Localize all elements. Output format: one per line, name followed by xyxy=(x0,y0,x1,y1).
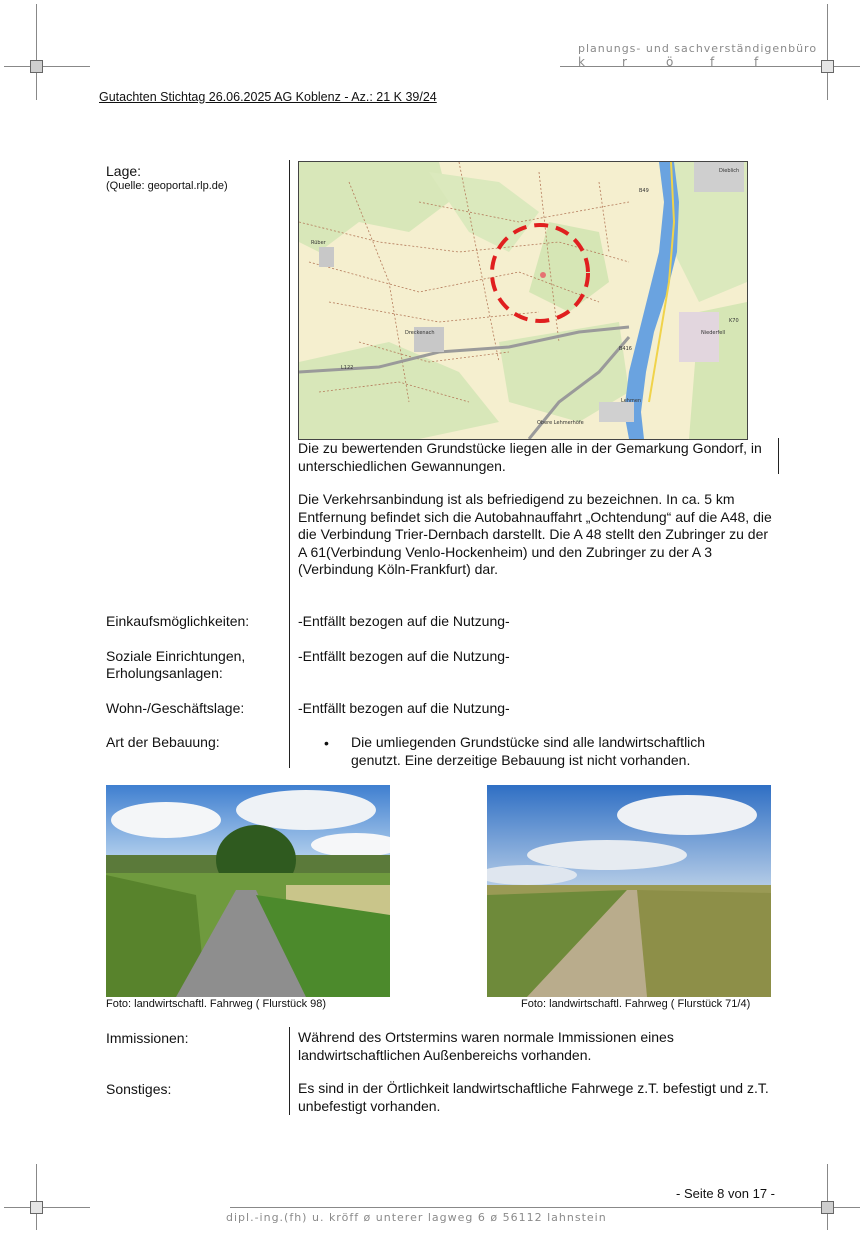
right-margin-bar xyxy=(778,438,779,474)
photo-caption-right: Foto: landwirtschaftl. Fahrweg ( Flurstück 71/4) xyxy=(521,998,751,1010)
column-divider xyxy=(289,160,290,768)
brand-letter-3: ö xyxy=(666,55,674,69)
brand-letter-5: f xyxy=(754,55,759,69)
soziale-value: -Entfällt bezogen auf die Nutzung- xyxy=(298,648,510,664)
wohnlage-label: Wohn-/Geschäftslage: xyxy=(106,700,245,716)
registration-box-top-right xyxy=(821,60,834,73)
map-label-b416: B416 xyxy=(619,346,632,352)
photo-fahrweg-flurstueck-71-4 xyxy=(487,785,771,997)
brand-line-1: planungs- und sachverständigenbüro xyxy=(578,42,818,55)
document-header: Gutachten Stichtag 26.06.2025 AG Koblenz - Az.: 21 K 39/24 xyxy=(99,90,437,104)
photo-caption-left: Foto: landwirtschaftl. Fahrweg ( Flurstück 98) xyxy=(106,998,327,1010)
soziale-label: Soziale Einrichtungen, Erholungsanlagen: xyxy=(106,648,246,681)
map-label-dieblich: Dieblich xyxy=(719,168,740,174)
map-label-rueber: Rüber xyxy=(311,240,326,246)
immissionen-label: Immissionen: xyxy=(106,1030,189,1046)
registration-box-top-left xyxy=(30,60,43,73)
crop-mark-top-left xyxy=(4,66,90,67)
map-label-niederfell: Niederfell xyxy=(701,330,726,336)
map-label-b49: B49 xyxy=(639,188,649,194)
lage-paragraph-1: Die zu bewertenden Grundstücke liegen alle in der Gemarkung Gondorf, in unterschiedlichen Gewannungen. xyxy=(298,440,762,474)
brand-letter-1: k xyxy=(578,55,585,69)
photo-fahrweg-flurstueck-98 xyxy=(106,785,390,997)
einkauf-value: -Entfällt bezogen auf die Nutzung- xyxy=(298,613,510,629)
registration-box-bottom-right xyxy=(821,1201,834,1214)
bebauung-bullet-text: Die umliegenden Grundstücke sind alle landwirtschaftlich genutzt. Eine derzeitige Bebauung ist nicht vorhanden. xyxy=(351,734,706,768)
photo-left-graphic xyxy=(106,785,390,997)
crop-mark-bottom-left-v xyxy=(36,1164,37,1230)
crop-mark-top-right-v xyxy=(827,4,828,100)
map-graphic xyxy=(299,162,747,439)
immissionen-value: Während des Ortstermins waren normale Immissionen eines landwirtschaftlichen Außenbereichs vorhanden. xyxy=(298,1029,674,1063)
column-divider-lower xyxy=(289,1027,290,1115)
map-label-k70: K70 xyxy=(729,318,739,324)
bebauung-bullet-marker: • xyxy=(324,735,329,751)
crop-mark-bottom-left xyxy=(4,1207,90,1208)
einkauf-label: Einkaufsmöglichkeiten: xyxy=(106,613,250,629)
lage-paragraph-2: Die Verkehrsanbindung ist als befriedigend zu bezeichnen. In ca. 5 km Entfernung befindet sich die Autobahnauffahrt „Ochtendung“ auf die A48, die die Verbindung Trier-Dernbach darstellt. Die A 48 stellt den Zubringer zu der A 61(Verbindung Venlo-Hockenheim) und den Zubringer zu der A 3 (Verbindung Köln-Frankfurt) dar. xyxy=(298,491,772,577)
photo-right-graphic xyxy=(487,785,771,997)
map-label-obere-lehmerhoefe: Obere Lehmerhöfe xyxy=(537,420,584,426)
brand-letter-2: r xyxy=(622,55,627,69)
page-number: - Seite 8 von 17 - xyxy=(676,1186,775,1201)
map-label-l122: L122 xyxy=(341,365,354,371)
crop-mark-bottom-right xyxy=(230,1207,860,1208)
bebauung-label: Art der Bebauung: xyxy=(106,734,220,750)
brand-line-2 xyxy=(578,55,798,69)
wohnlage-value: -Entfällt bezogen auf die Nutzung- xyxy=(298,700,510,716)
registration-box-bottom-left xyxy=(30,1201,43,1214)
brand-letter-4: f xyxy=(710,55,715,69)
lage-label: Lage: xyxy=(106,163,142,179)
map-label-dreckenach: Dreckenach xyxy=(405,330,435,336)
location-map xyxy=(298,161,748,440)
sonstiges-label: Sonstiges: xyxy=(106,1081,172,1097)
footer-address: dipl.-ing.(fh) u. kröff ø unterer lagweg 6 ø 56112 lahnstein xyxy=(226,1211,607,1224)
crop-mark-top-left-v xyxy=(36,4,37,100)
map-label-lehmen: Lehmen xyxy=(621,398,642,404)
sonstiges-value: Es sind in der Örtlichkeit landwirtschaftliche Fahrwege z.T. befestigt und z.T. unbefestigt vorhanden. xyxy=(298,1080,769,1114)
crop-mark-bottom-right-v xyxy=(827,1164,828,1230)
lage-source: (Quelle: geoportal.rlp.de) xyxy=(106,180,228,192)
